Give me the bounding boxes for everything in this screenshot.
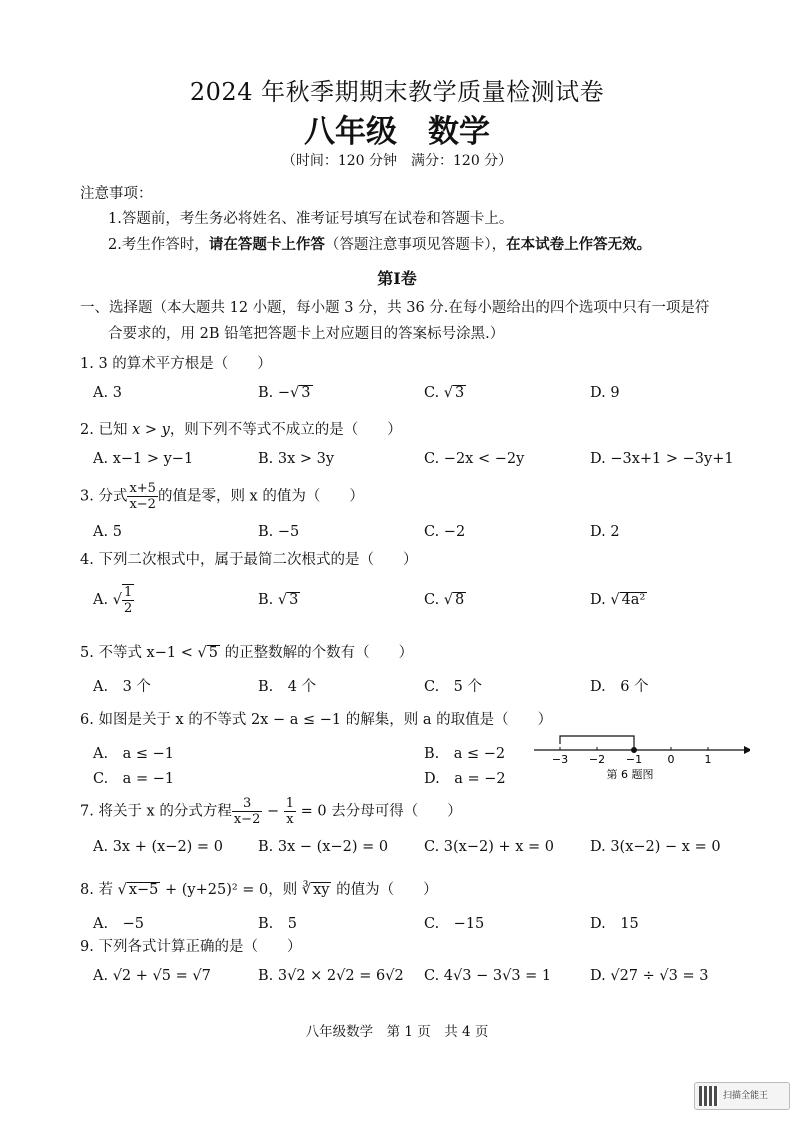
q6-option-d: D. a = −2	[424, 771, 506, 787]
q6-option-c: C. a = −1	[93, 771, 175, 787]
q3-fraction: $\frac{x+5}{x-2}$	[129, 481, 156, 512]
q5-stem: 5. 不等式 x−1 < √ 5 的正整数解的个数有（ ）	[80, 645, 414, 661]
q8-option-b: B. 5	[258, 916, 297, 932]
q1-option-d: D. 9	[590, 385, 620, 401]
q8-option-c: C. −15	[424, 916, 485, 932]
figure-caption: 第 6 题图	[606, 768, 654, 781]
q3-option-c: C. −2	[424, 524, 466, 540]
q7-stem: 7. 将关于 x 的分式方程 $\frac{3}{x-2}$ − $\frac{1}{x}$ = 0 去分母可得（ ）	[80, 796, 462, 827]
volume-title: 第Ⅰ卷	[377, 269, 417, 288]
q1-stem: 1. 3 的算术平方根是（ ）	[80, 356, 272, 372]
q8-option-a: A. −5	[93, 916, 144, 932]
q8-option-d: D. 15	[590, 916, 639, 932]
q1-option-a: A. 3	[93, 385, 122, 401]
tick-label: −2	[588, 753, 606, 766]
tick-label: 1	[704, 753, 712, 766]
note-item-1: 1.答题前，考生务必将姓名、准考证号填写在试卷和答题卡上。	[108, 211, 514, 227]
q1-option-c: C. √ 3	[424, 385, 465, 401]
q2-option-a: A. x−1 > y−1	[93, 451, 194, 467]
q5-option-d: D. 6 个	[590, 679, 649, 695]
q9-option-d: D. √27 ÷ √3 = 3	[590, 968, 709, 984]
q1-option-b: B. −√ 3	[258, 385, 311, 401]
q9-option-c: C. 4√3 − 3√3 = 1	[424, 968, 552, 984]
q9-option-a: A. √2 + √5 = √7	[93, 968, 211, 984]
tick-label: −3	[551, 753, 569, 766]
q5-option-a: A. 3 个	[93, 679, 151, 695]
q4-option-d: D. √ 4a²	[590, 592, 646, 608]
qr-code-icon	[699, 1086, 719, 1106]
q6-option-a: A. a ≤ −1	[93, 746, 174, 762]
q4-option-b: B. √ 3	[258, 592, 299, 608]
q7-option-a: A. 3x + (x−2) = 0	[93, 839, 223, 855]
scanner-watermark	[694, 1082, 790, 1110]
watermark-label: 扫描全能王	[723, 1091, 769, 1101]
q6-stem: 6. 如图是关于 x 的不等式 2x − a ≤ −1 的解集，则 a 的取值是（ ）	[80, 712, 553, 728]
q3-option-b: B. −5	[258, 524, 300, 540]
q2-option-d: D. −3x+1 > −3y+1	[590, 451, 734, 467]
part1-heading-line2: 合要求的，用 2B 铅笔把答题卡上对应题目的答案标号涂黑.）	[108, 326, 505, 342]
q2-stem: 2. 已知 x > y，则下列不等式不成立的是（ ）	[80, 422, 402, 438]
note-item-2: 2.考生作答时，请在答题卡上作答（答题注意事项见答题卡），在本试卷上作答无效。	[108, 236, 652, 253]
number-line-figure	[530, 728, 750, 784]
q6-option-b: B. a ≤ −2	[424, 746, 506, 762]
exam-title: 2024 年秋季期期末教学质量检测试卷	[189, 78, 605, 106]
arrow-right-icon	[744, 746, 750, 754]
q9-option-b: B. 3√2 × 2√2 = 6√2	[258, 968, 404, 984]
q4-option-c: C. √ 8	[424, 592, 465, 608]
q3-stem: 3. 分式 $\frac{x+5}{x-2}$ 的值是零，则 x 的值为（ ）	[80, 481, 364, 512]
q5-option-c: C. 5 个	[424, 679, 483, 695]
tick-label: −1	[625, 753, 643, 766]
q2-option-c: C. −2x < −2y	[424, 451, 525, 467]
q7-option-c: C. 3(x−2) + x = 0	[424, 839, 555, 855]
q9-stem: 9. 下列各式计算正确的是（ ）	[80, 939, 302, 955]
exam-subtitle: 八年级 数学	[304, 114, 490, 150]
q2-option-b: B. 3x > 3y	[258, 451, 335, 467]
q7-option-d: D. 3(x−2) − x = 0	[590, 839, 721, 855]
q4-option-a: A. √ $\frac{1}{2}$	[93, 585, 133, 616]
q3-option-d: D. 2	[590, 524, 620, 540]
q5-option-b: B. 4 个	[258, 679, 317, 695]
q7-fraction-1: $\frac{3}{x-2}$	[233, 796, 261, 827]
q7-option-b: B. 3x − (x−2) = 0	[258, 839, 389, 855]
q4-stem: 4. 下列二次根式中，属于最简二次根式的是（ ）	[80, 552, 418, 568]
time-info: （时间：120 分钟 满分：120 分）	[281, 153, 513, 169]
q3-option-a: A. 5	[93, 524, 122, 540]
part1-heading-line1: 一、选择题（本大题共 12 小题，每小题 3 分，共 36 分.在每小题给出的四个选项中只有一项是符	[80, 300, 710, 316]
tick-label: 0	[667, 753, 675, 766]
q7-fraction-2: $\frac{1}{x}$	[285, 796, 294, 827]
page-footer: 八年级数学 第 1 页 共 4 页	[305, 1024, 489, 1040]
q8-stem: 8. 若 √ x−5 + (y+25)² = 0，则 ∛ xy 的值为（ ）	[80, 882, 438, 898]
notes-heading: 注意事项：	[80, 186, 153, 202]
